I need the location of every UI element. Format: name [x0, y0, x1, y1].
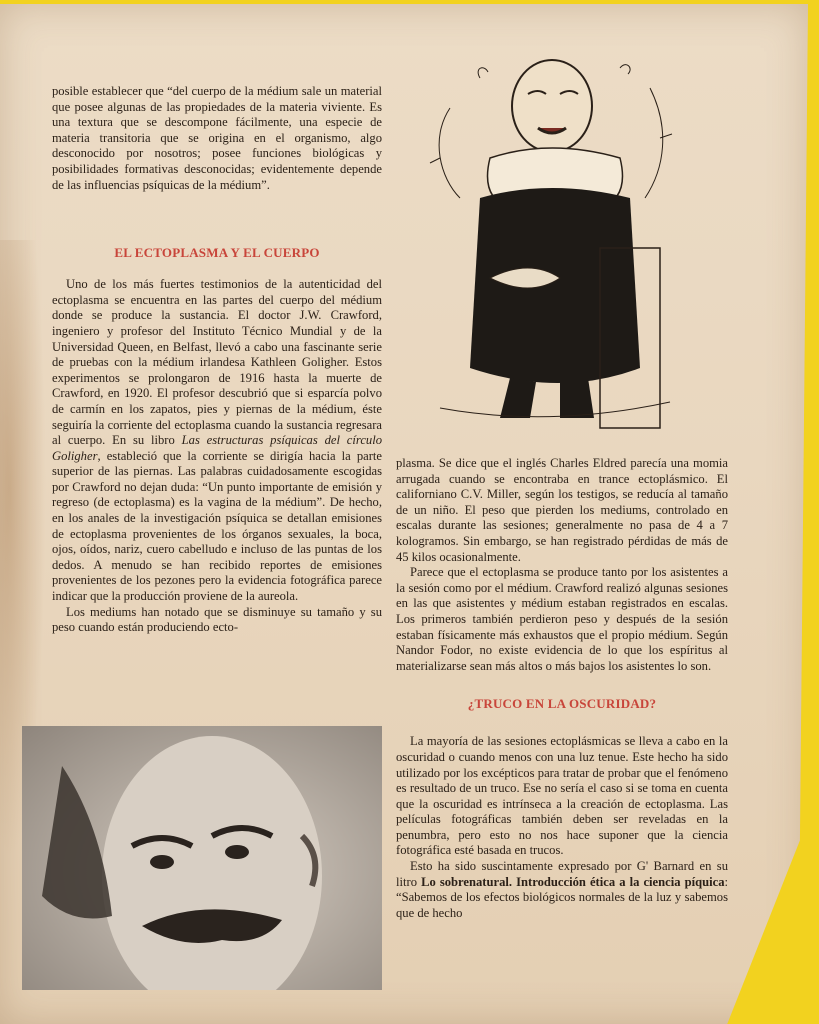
- body-paragraph: Uno de los más fuertes testimonios de la autenticidad del ectoplasma se encuentra en las partes del cuerpo del médium donde se produce la sustancia. El doctor J.W. Crawford, ingeniero y profesor del Instituto Técnico Mundial y de la Universidad Queen, en Belfast, llevó a cabo una fascinante serie de pruebas con la médium irlandesa Kathleen Goligher. Estos experimentos se prolongaron de 1916 hasta la muerte de Crawford, en 1920. El profesor descubrió que si esparcía polvo de carmín en los zapatos, pies y piernas de la médium, éste seguiría la corriente del ectoplasma cuando la sustancia regresara al cuerpo. En su libro Las estructuras psíquicas del círculo Goligher, estableció que la corriente se dirigía hacia la parte superior de las piernas. Las palabras cuidadosamente escogidas por Crawford no dejan duda: “Un punto importante de emisión y regreso (de ectoplasma) es la vagina de la médium”. De hecho, en los anales de la investigación psíquica se detallan emisiones de ectoplasma provenientes de los órganos sexuales, la boca, ojos, oídos, nariz, cuero cabelludo e incluso de las puntas de los dedos. A menudo se han recibido reportes de emisiones provenientes de los pezones pero la evidencia fotográfica parece indicar que la producción proviene de la aureola.: [52, 277, 383, 604]
- portrait-photo: [22, 726, 382, 990]
- section-heading-truco: ¿TRUCO EN LA OSCURIDAD?: [467, 696, 657, 712]
- portrait-photo-graphic: [22, 726, 382, 990]
- body-paragraph: plasma. Se dice que el inglés Charles Eldred parecía una momia arrugada cuando se encontraba en trance ectoplásmico. El californiano C.V. Miller, según los testigos, se reducía al tamaño de un niño. El peso que pierden los mediums, controlado en escalas durante las sesiones; generalmente no pasa de 4 a 7 kologramos. Sin embargo, se han registrado pérdidas de más de 45 kilos ocasionalmente.: [396, 456, 728, 564]
- right-column: [396, 456, 728, 921]
- body-paragraph: Esto ha sido suscintamente expresado por G' Barnard en su litro Lo sobrenatural. Introducción ética a la ciencia píquica: “Sabemos de los efectos biológicos normales de la luz y sabemos que de hecho: [396, 859, 728, 920]
- left-column: [52, 84, 382, 636]
- body-paragraph: La mayoría de las sesiones ectoplásmicas se lleva a cabo en la oscuridad o cuando menos con una luz tenue. Este hecho ha sido utilizado por los excépticos para tratar de probar que el fenómeno es resultado de un truco. Ese no sería el caso si se toma en cuenta que la oscuridad es intrínseca a la creación de ectoplasma. Las películas fotográficas también deben ser reveladas en la penumbra, pero esto no nos hace suponer que la ciencia fotográfica esté basada en trucos.: [396, 734, 728, 858]
- body-paragraph: Los mediums han notado que se disminuye su tamaño y su peso cuando están produciendo ecto-: [52, 604, 382, 635]
- book-title: Lo sobrenatural. Introducción ética a la ciencia píquica: [421, 874, 725, 889]
- book-title: Las estructuras psíquicas del círculo Goligher: [52, 433, 383, 463]
- intro-paragraph: posible establecer que “del cuerpo de la médium sale un material que posee algunas de las propiedades de la materia viviente. Es una textura que se descompone fácilmente, una especie de materia transitoria que se origina en el organismo, algo desconocido por nosotros; posee funciones biológicas y posibilidades formativas desconocidas; evidentemente depende de las influencias psíquicas de la médium”.: [52, 84, 382, 192]
- caricature-illustration: [420, 48, 682, 446]
- section-heading-ectoplasma: EL ECTOPLASMA Y EL CUERPO: [114, 245, 320, 261]
- body-paragraph: Parece que el ectoplasma se produce tanto por los asistentes a la sesión como por el médium. Crawford realizó algunas sesiones en las que asistentes y médium estaban registrados en escalas. Los primeros también perdieron peso y después de la sesión estaban físicamente más exhaustos que el propio médium. Según Nandor Fodor, no existe evidencia de lo que los espíritus al materializarse sean más altos o más bajos los asistentes lo son.: [396, 565, 728, 673]
